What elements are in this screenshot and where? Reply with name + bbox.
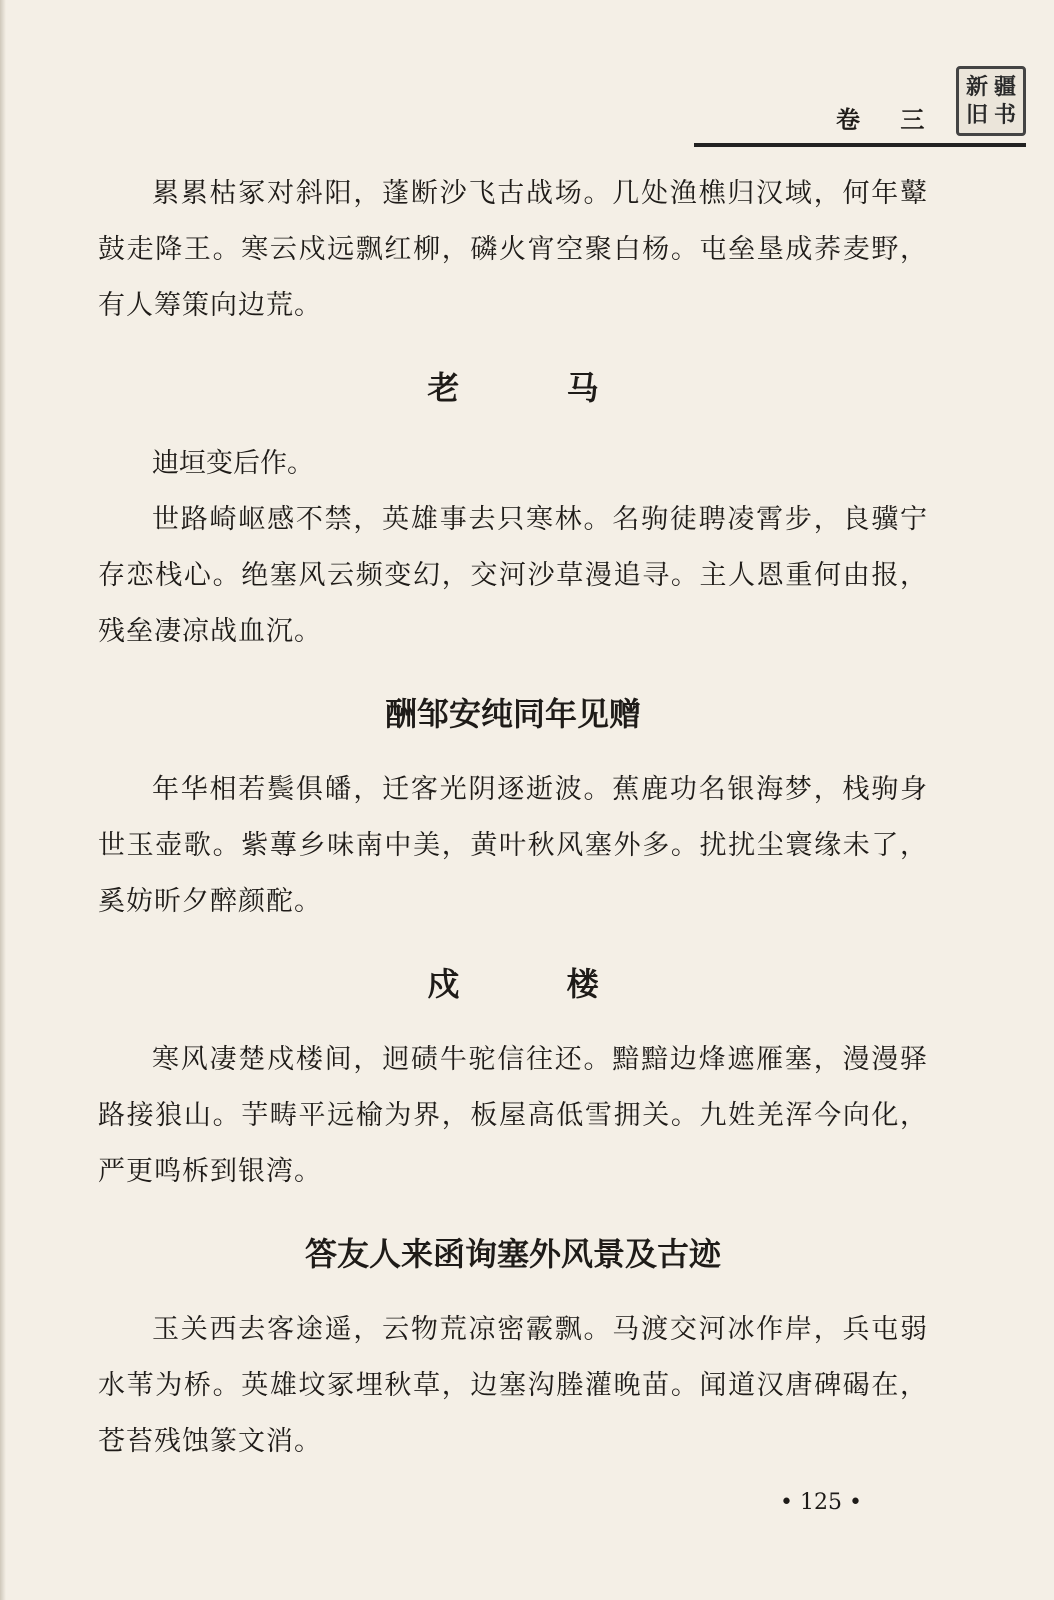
seal-char: 书 [993,102,1016,128]
page-edge [0,0,6,1600]
poem-body: 玉关西去客途遥，云物荒凉密霰飘。马渡交河冰作岸，兵屯弱水苇为桥。英雄坟冢埋秋草，边塞沟塍灌晚苗。闻道汉唐碑碣在，苍苔残蚀篆文消。 [98,1314,928,1457]
running-head: 卷 三 [836,105,941,134]
poem-note: 迪垣变后作。 [152,448,314,479]
page-number: • 125 • [780,1490,862,1515]
poem-title: 答友人来函询塞外风景及古迹 [304,1235,721,1273]
poem-body: 寒风凄楚戍楼间，迥碛牛驼信往还。黯黯边烽遮雁塞，漫漫驿路接狼山。芋畴平远榆为界，板屋高低雪拥关。九姓羌浑今向化，严更鸣柝到银湾。 [98,1044,928,1187]
poem-title: 戍 楼 [427,965,647,1003]
poem-body: 世路崎岖感不禁，英雄事去只寒林。名驹徒聘凌霄步，良骥宁存恋栈心。绝塞风云频变幻，交河沙草漫追寻。主人恩重何由报，残垒凄凉战血沉。 [98,504,928,647]
header-rule [694,143,1026,147]
seal-char: 疆 [993,74,1016,100]
poem-body: 年华相若鬓俱皤，迁客光阴逐逝波。蕉鹿功名银海梦，栈驹身世玉壶歌。紫蓴乡味南中美，黄叶秋风塞外多。扰扰尘寰缘未了，奚妨昕夕醉颜酡。 [98,774,928,917]
poem-title: 酬邹安纯同年见赠 [384,695,641,733]
poem-body: 累累枯冢对斜阳，蓬断沙飞古战场。几处渔樵归汉域，何年鼙鼓走降王。寒云戍远飘红柳，磷火宵空聚白杨。屯垒垦成荞麦野，有人筹策向边荒。 [98,178,928,321]
seal-char: 新 [965,74,988,100]
seal-char: 旧 [965,102,988,128]
page-content [98,166,928,1470]
seal-stamp [956,66,1026,136]
poem-title: 老 马 [427,369,647,407]
